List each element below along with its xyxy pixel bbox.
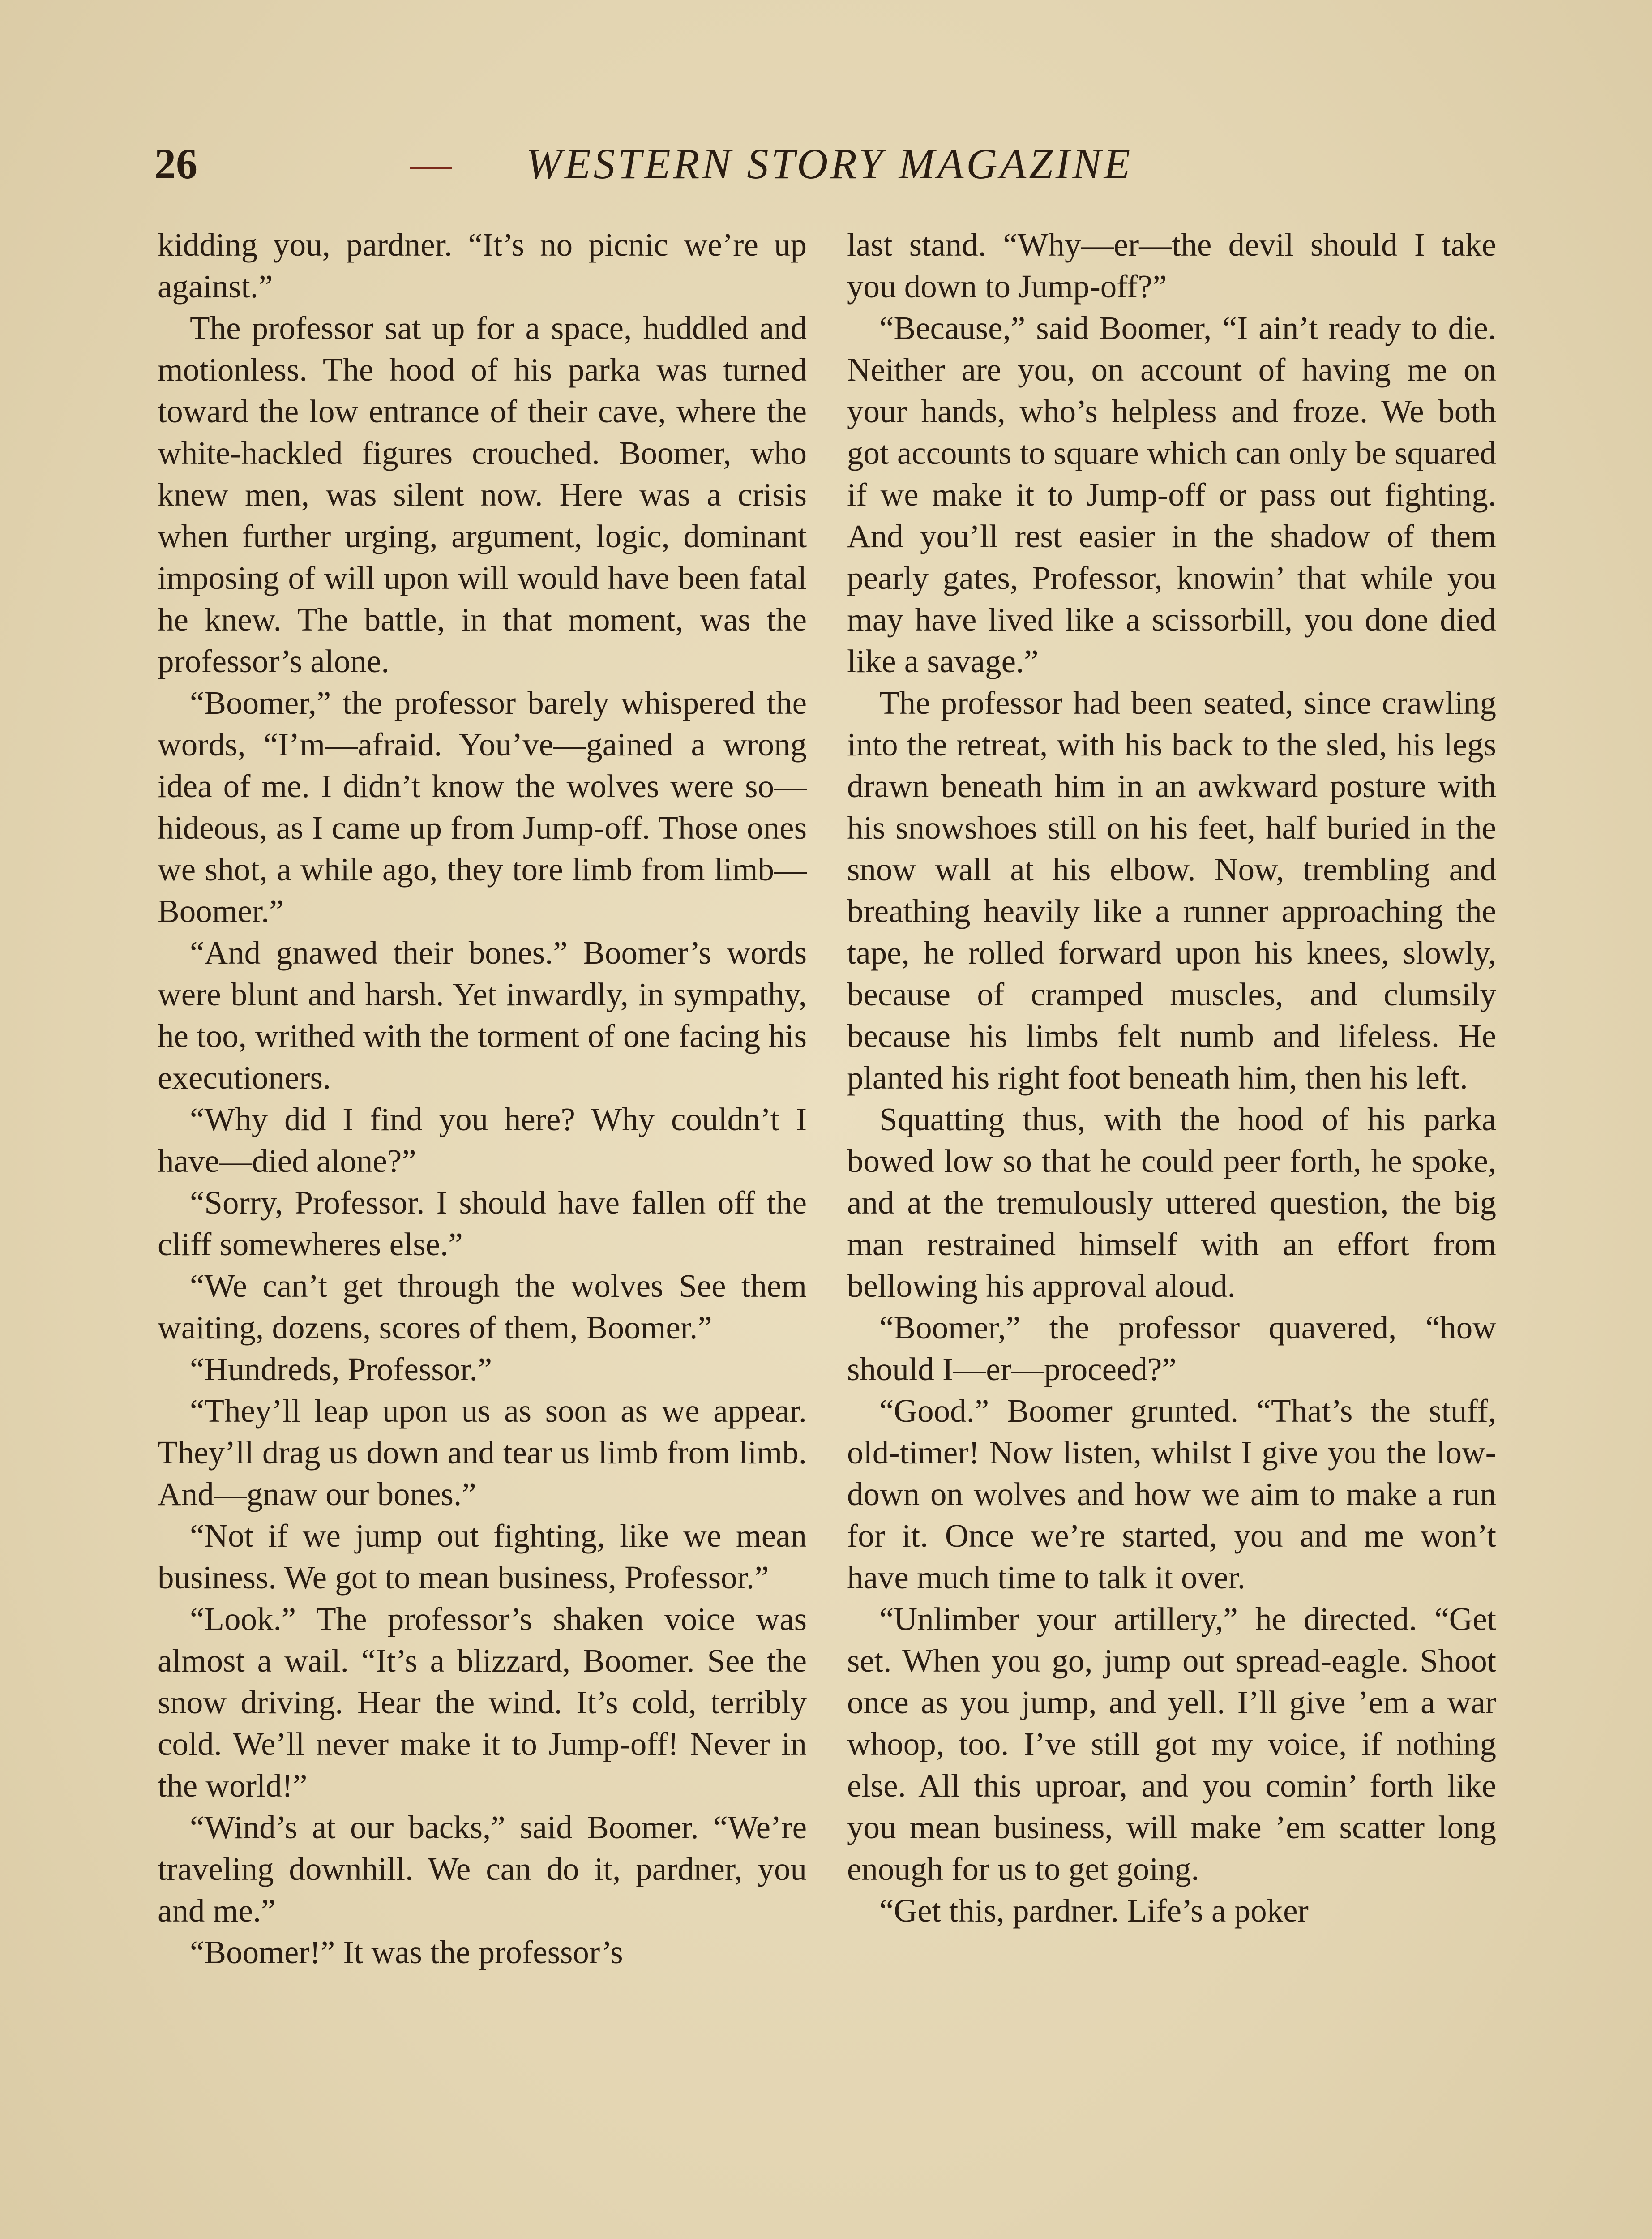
paragraph: kidding you, pardner. “It’s no picnic we’re up against.”	[158, 227, 807, 305]
paragraph: “Sorry, Professor. I should have fallen off the cliff somewheres else.”	[158, 1184, 807, 1262]
paragraph: “Boomer,” the professor barely whispered the words, “I’m—afraid. You’ve—gained a wrong idea of me. I didn’t know the wolves were so—hideous, as I came up from Jump-off. Those ones we shot, a while ago, they tore limb from limb—Boomer.”	[158, 685, 807, 929]
paragraph: “Get this, pardner. Life’s a poker	[879, 1892, 1309, 1929]
header-ornament	[410, 167, 452, 169]
paragraph: “They’ll leap upon us as soon as we appear. They’ll drag us down and tear us limb from limb. And—gnaw our bones.”	[158, 1393, 807, 1512]
paragraph: “Not if we jump out fighting, like we mean business. We got to mean business, Professor.”	[158, 1518, 807, 1596]
paragraph: last stand. “Why—er—the devil should I take you down to Jump-off?”	[847, 227, 1496, 305]
paragraph: “Look.” The professor’s shaken voice was almost a wail. “It’s a blizzard, Boomer. See the snow driving. Hear the wind. It’s cold, terribly cold. We’ll never make it to Jump-off! Never in the world!”	[158, 1601, 807, 1804]
page-number: 26	[154, 140, 197, 188]
paragraph: The professor had been seated, since crawling into the retreat, with his back to the sled, his legs drawn beneath him in an awkward posture with his snowshoes still on his feet, half buried in the snow wall at his elbow. Now, trembling and breathing heavily like a runner approaching the tape, he rolled forward upon his knees, slowly, because of cramped muscles, and clumsily because his limbs felt numb and lifeless. He planted his right foot beneath him, then his left.	[847, 685, 1496, 1096]
paragraph: “Unlimber your artillery,” he directed. “Get set. When you go, jump out spread-eagle. Shoot once as you jump, and yell. I’ll give ’em a war whoop, too. I’ve still got my voice, if nothing else. All this uproar, and you comin’ forth like you mean business, will make ’em scatter long enough for us to get going.	[847, 1601, 1496, 1887]
paragraph: “Hundreds, Professor.”	[190, 1351, 492, 1387]
page-header	[154, 134, 1493, 202]
paragraph: Squatting thus, with the hood of his parka bowed low so that he could peer forth, he spoke, and at the tremulously uttered question, the big man restrained himself with an effort from bellowing his approval aloud.	[847, 1101, 1496, 1304]
paragraph: “Because,” said Boomer, “I ain’t ready to die. Neither are you, on account of having me on your hands, who’s helpless and froze. We both got accounts to square which can only be squared if we make it to Jump-off or pass out fighting. And you’ll rest easier in the shadow of them pearly gates, Professor, knowin’ that while you may have lived like a scissorbill, you done died like a savage.”	[847, 310, 1496, 679]
left-text-column	[158, 224, 807, 1973]
paragraph: “Boomer!” It was the professor’s	[190, 1934, 623, 1970]
paragraph: “And gnawed their bones.” Boomer’s words were blunt and harsh. Yet inwardly, in sympathy, he too, writhed with the torment of one facing his executioners.	[158, 935, 807, 1096]
right-text-column	[847, 224, 1496, 1931]
paragraph: The professor sat up for a space, huddled and motionless. The hood of his parka was turned toward the low entrance of their cave, where the white-hackled figures crouched. Boomer, who knew men, was silent now. Here was a crisis when further urging, argument, logic, dominant imposing of will upon will would have been fatal he knew. The battle, in that moment, was the professor’s alone.	[158, 310, 807, 679]
paragraph: “Wind’s at our backs,” said Boomer. “We’re traveling downhill. We can do it, pardner, you and me.”	[158, 1809, 807, 1929]
paragraph: “Why did I find you here? Why couldn’t I have—died alone?”	[158, 1101, 807, 1179]
paragraph: “Good.” Boomer grunted. “That’s the stuff, old-timer! Now listen, whilst I give you the low-down on wolves and how we aim to make a run for it. Once we’re started, you and me won’t have much time to talk it over.	[847, 1393, 1496, 1596]
paragraph: “We can’t get through the wolves See them waiting, dozens, scores of them, Boomer.”	[158, 1268, 807, 1346]
running-title: WESTERN STORY MAGAZINE	[526, 140, 1133, 188]
paragraph: “Boomer,” the professor quavered, “how should I—er—proceed?”	[847, 1309, 1496, 1387]
